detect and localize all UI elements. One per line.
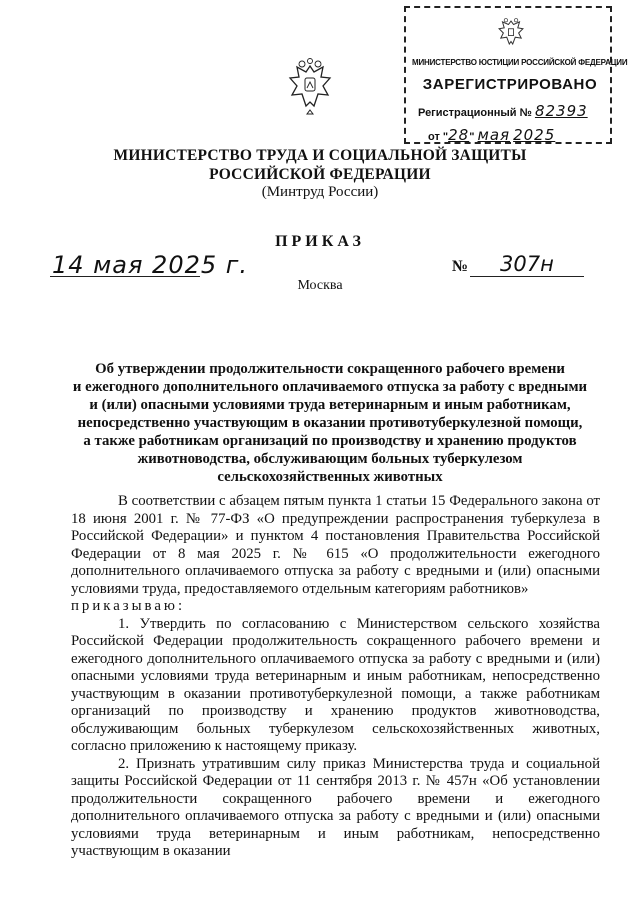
paragraph-1: 1. Утвердить по согласованию с Министерством сельского хозяйства Российской Федерации продолжительность сокращенного рабочего времени и ежегодного дополнительного оплачиваемого отпуска за работу с вредными и (или) опасными условиями труда ветеринарным и иным работникам, непосредственно участвующим в оказании противотуберкулезной помощи, а также работникам организаций по производству и хранению продуктов животноводства, обслуживающим больных туберкулезом сельскохозяйственных животных, согласно приложению к настоящему приказу. <box>71 615 600 754</box>
stamp-ministry-line: МИНИСТЕРСТВО ЮСТИЦИИ РОССИЙСКОЙ ФЕДЕРАЦИИ <box>412 58 628 67</box>
heading-line: сельскохозяйственных животных <box>217 469 443 485</box>
stamp-reg-row <box>418 102 588 120</box>
registration-stamp <box>404 6 628 144</box>
order-number-label: № <box>452 258 469 275</box>
stamp-date-month: мая <box>477 126 511 144</box>
order-word: приказываю: <box>71 598 186 614</box>
heading-line: животноводства, обслуживающим больных туберкулезом <box>137 451 523 467</box>
ministry-line-1: МИНИСТЕРСТВО ТРУДА И СОЦИАЛЬНОЙ ЗАЩИТЫ <box>113 147 527 164</box>
heading-line: непосредственно участвующим в оказании противотуберкулезной помощи, <box>77 415 583 431</box>
intro-paragraph <box>71 493 600 598</box>
stamp-reg-number: 82393 <box>534 102 588 120</box>
body-text <box>71 493 600 861</box>
intro-text: В соответствии с абзацем пятым пункта 1 статьи 15 Федерального закона от 18 июня 2001 г. № 77-ФЗ «О предупреждении распространения туберкулеза в Российской Федерации» и пунктом 4 постановления Правительства Российской Федерации от 8 мая 2025 г. № 615 «О продолжительности ежегодного дополнительного оплачиваемого отпуска за работу с вредными и (или) опасными условиями труда, предоставляемого отдельным категориям работников» <box>71 493 600 597</box>
stamp-registered-label: ЗАРЕГИСТРИРОВАНО <box>422 76 598 93</box>
order-number-underline <box>470 276 584 277</box>
stamp-date-day: 28 <box>448 126 470 144</box>
order-word-paragraph <box>71 598 600 616</box>
order-date-underline <box>50 276 200 277</box>
heading-line: и ежегодного дополнительного оплачиваемого отпуска за работу с вредными <box>72 379 588 395</box>
small-eagle-emblem-icon <box>494 16 528 50</box>
heading-line: а также работникам организаций по производству и хранению продуктов <box>83 433 577 449</box>
stamp-date-row: от "28" мая 2025 <box>428 126 556 144</box>
stamp-reg-label: Регистрационный № <box>418 107 532 119</box>
order-heading <box>70 360 590 486</box>
city: Москва <box>297 278 343 293</box>
heading-line: Об утверждении продолжительности сокращенного рабочего времени <box>95 361 565 377</box>
stamp-date-prefix: от <box>428 131 440 143</box>
order-title: ПРИКАЗ <box>275 233 365 250</box>
order-date: 14 мая 2025 г. <box>52 251 248 279</box>
ministry-name <box>0 146 640 184</box>
heading-line: и (или) опасными условиями труда ветеринарным и иным работникам, <box>89 397 571 413</box>
order-number: 307н <box>500 252 554 276</box>
ministry-short-name: (Минтруд России) <box>261 184 379 200</box>
paragraph-2: 2. Признать утратившим силу приказ Министерства труда и социальной защиты Российской Федерации от 11 сентября 2013 г. № 457н «Об установлении продолжительности сокращенного рабочего времени и ежегодного дополнительного оплачиваемого отпуска за работу с вредными и (или) опасными условиями труда ветеринарным и иным работникам, непосредственно участвующим в оказании <box>71 755 600 859</box>
ministry-line-2: РОССИЙСКОЙ ФЕДЕРАЦИИ <box>209 166 431 183</box>
stamp-date-year: 2025 <box>513 126 556 144</box>
state-emblem-icon <box>285 58 335 116</box>
